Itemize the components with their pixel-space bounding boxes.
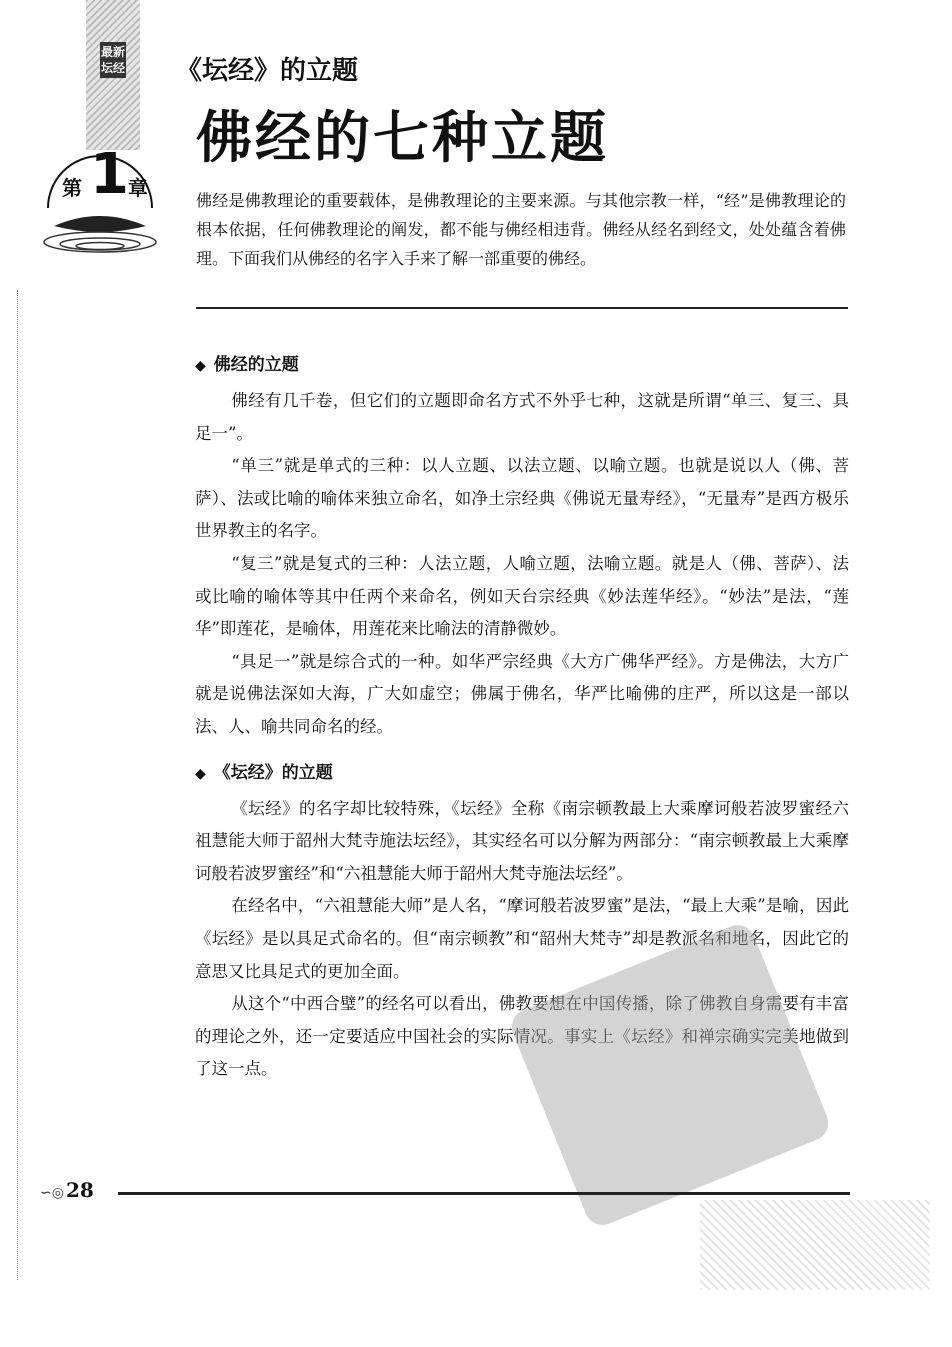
- side-section-label: 最新坛经: [100, 42, 126, 78]
- diamond-bullet-icon: ◆: [195, 765, 206, 782]
- page-number: [40, 1178, 94, 1202]
- diamond-bullet-icon: ◆: [195, 358, 206, 374]
- page-subtitle: 《坛经》的立题: [176, 56, 359, 86]
- paragraph: 《坛经》的名字却比较特殊，《坛经》全称《南宗顿教最上大乘摩诃般若波罗蜜经六祖慧能大师于韶州大梵寺施法坛经》，其实经名可以分解为两部分：“南宗顿教最上大乘摩诃般若波罗蜜经”和“六祖慧能大师于韶州大梵寺施法坛经”。: [195, 798, 849, 883]
- chapter-badge: [40, 130, 160, 270]
- paragraph: 佛经有几千卷，但它们的立题即命名方式不外乎七种，这就是所谓“单三、复三、具足一”。: [195, 391, 849, 443]
- scan-noise: [700, 1200, 930, 1290]
- chapter-prefix: 第: [62, 176, 82, 200]
- page-number-text: 28: [65, 1178, 94, 1202]
- section-heading-text: 佛经的立题: [213, 355, 299, 375]
- chapter-suffix: 章: [128, 176, 148, 200]
- paragraph: “复三”就是复式的三种：人法立题，人喻立题，法喻立题。就是人（佛、菩萨）、法或比喻的喻体等其中任两个来命名，例如天台宗经典《妙法莲华经》。“妙法”是法，“莲华”即莲花，是喻体，用莲花来比喻法的清静微妙。: [195, 553, 849, 639]
- paragraph: “具足一”就是综合式的一种。如华严宗经典《大方广佛华严经》。方是佛法，大方广就是说佛法深如大海，广大如虚空；佛属于佛名，华严比喻佛的庄严，所以这是一部以法、人、喻共同命名的经。: [195, 651, 849, 736]
- paragraph: 从这个“中西合璧”的经名可以看出，佛教要想在中国传播，除了佛教自身需要有丰富的理论之外，还一定要适应中国社会的实际情况。事实上《坛经》和禅宗确实完美地做到了这一点。: [195, 994, 849, 1079]
- intro-paragraph: 佛经是佛教理论的重要载体，是佛教理论的主要来源。与其他宗教一样，“经”是佛教理论的根本依据，任何佛教理论的阐发，都不能与佛经相违背。佛经从经名到经文，处处蕴含着佛理。下面我们从佛经的名字入手来了解一部重要的佛经。: [196, 191, 846, 268]
- margin-dotted-line: [17, 290, 18, 1280]
- section-heading: [195, 350, 849, 381]
- paragraph: 在经名中，“六祖慧能大师”是人名，“摩诃般若波罗蜜”是法，“最上大乘”是喻，因此《坛经》是以具足式命名的。但“南宗顿教”和“韶州大梵寺”却是教派名和地名，因此它的意思又比具足式的更加全面。: [195, 896, 849, 981]
- section-heading: [195, 758, 849, 789]
- footer-divider: [118, 1192, 850, 1195]
- chapter-number: 1: [90, 142, 129, 207]
- section-heading-text: 《坛经》的立题: [213, 762, 333, 783]
- header-divider: [196, 307, 848, 309]
- page-title: 佛经的七种立题: [196, 106, 609, 171]
- paragraph: “单三”就是单式的三种：以人立题、以法立题、以喻立题。也就是说以人（佛、菩萨）、法或比喻的喻体来独立命名，如净土宗经典《佛说无量寿经》，“无量寿”是西方极乐世界教主的名字。: [195, 456, 849, 541]
- section-gap: [195, 744, 849, 758]
- cloud-swirl-icon: ∽◎: [40, 1185, 64, 1201]
